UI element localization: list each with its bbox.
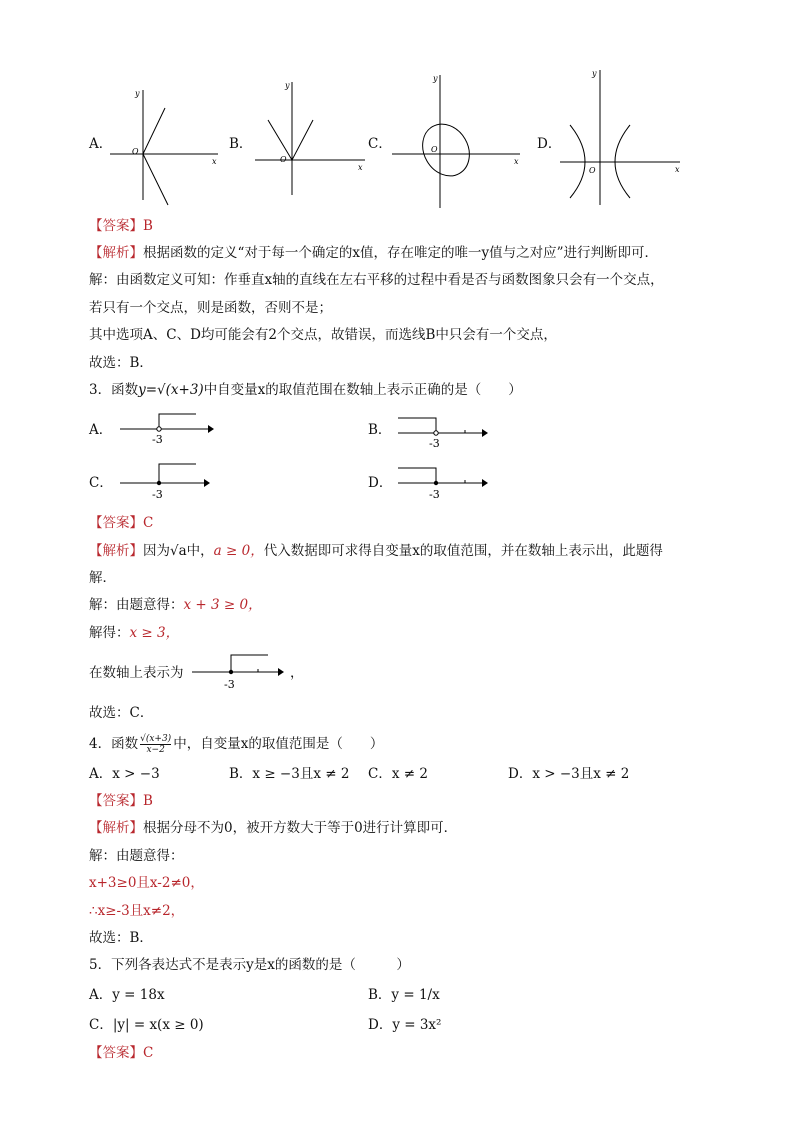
q3-analysis-condition: a ≥ 0， [213,543,264,559]
graph-b-origin: O [280,155,287,164]
q3-option-d-label: D． [368,475,393,491]
q5-answer [89,1043,153,1063]
graph-c-origin: O [431,145,438,154]
analysis-text: 根据函数的定义“对于每一个确定的x值，存在唯定的唯一y值与之对应”进行判断即可． [143,245,659,261]
graph-d-y-label: y [592,70,597,78]
graph-a [110,89,218,205]
q5-option-c: C．|y| = x(x ≥ 0) [89,1017,204,1033]
q2-analysis [89,243,658,263]
graph-a-y-label: y [135,89,140,98]
graph-option-a-label: A． [89,136,113,152]
q3-function: y=√(x+3) [138,382,204,398]
number-line-d [398,468,488,501]
q3-solution-4: 故选：C． [89,705,154,721]
q3-option-c-label: C． [89,475,113,491]
q3-solution-1 [89,595,262,615]
q3-analysis-cont: 解． [89,570,116,586]
analysis-tag: 【解析】 [89,820,143,836]
q3-solution-2-expr: x ≥ 3， [129,625,180,641]
number-line-d-tick: -3 [429,488,440,501]
q3-stem-prefix: 3．函数 [89,382,139,398]
number-line-a-tick: -3 [152,433,163,446]
graph-c [392,74,520,208]
answer-value: B [143,793,153,809]
q2-solution-1: 解：由函数定义可知：作垂直x轴的直线在左右平移的过程中看是否与函数图象只会有一个交点， [89,272,664,288]
q3-option-a-label: A． [89,422,113,438]
q5-option-d: D．y = 3x² [368,1017,442,1033]
graph-c-x-label: x [514,157,519,166]
q3-option-b-label: B． [368,422,392,438]
function-graphs [0,70,794,210]
graph-d-x-label: x [675,165,680,174]
q4-solution-4: 故选：B． [89,930,153,946]
answer-tag: 【答案】 [89,1045,143,1061]
analysis-tag: 【解析】 [89,245,143,261]
number-line-b [398,418,488,450]
analysis-text: 根据分母不为0，被开方数大于等于0进行计算即可． [143,820,458,836]
q3-solution-tick: -3 [224,678,235,691]
q3-stem-suffix: 中自变量x的取值范围在数轴上表示正确的是（ ） [203,382,522,398]
analysis-tag: 【解析】 [89,543,143,559]
q4-option-d: D．x > −3且x ≠ 2 [508,766,630,782]
answer-value: B [143,218,153,234]
number-line-c [120,464,210,501]
answer-value: C [143,515,154,531]
answer-tag: 【答案】 [89,218,143,234]
graph-option-d-label: D． [537,136,562,152]
graph-a-x-label: x [212,157,217,166]
graph-d-origin: O [589,166,596,175]
graph-b [255,81,365,195]
q3-solution-2 [89,623,179,643]
answer-value: C [143,1045,154,1061]
q4-solution-3: ∴x≥-3且x≠2， [89,903,185,919]
q3-solution-3-comma: ， [290,665,304,681]
q3-solution-3-text: 在数轴上表示为 [89,665,184,681]
graph-d [560,70,680,205]
answer-tag: 【答案】 [89,515,143,531]
q3-analysis [89,541,663,561]
q4-solution-2: x+3≥0且x-2≠0， [89,875,204,891]
q4-function [140,734,171,755]
q4-stem-prefix: 4．函数 [89,736,139,752]
q5-option-a: A．y = 18x [89,987,165,1003]
number-line-a [120,414,214,446]
graph-a-origin: O [132,147,139,156]
q4-function-numerator: √(x+3) [140,734,172,744]
graph-option-c-label: C． [368,136,392,152]
q5-stem: 5．下列各表达式不是表示y是x的函数的是（ ） [89,957,410,973]
q4-stem-suffix: 中，自变量x的取值范围是（ ） [173,736,384,752]
q3-number-lines [0,405,794,505]
q4-analysis [89,818,457,838]
q3-solution-3 [89,663,184,683]
q2-solution-3: 其中选项A、C、D均可能会有2个交点，故错误，而选线B中只会有一个交点， [89,327,557,343]
q3-solution-number-line [190,648,300,696]
q4-option-c: C．x ≠ 2 [368,766,428,782]
q4-stem [89,734,383,755]
graph-option-b-label: B． [229,136,253,152]
graph-b-y-label: y [285,81,290,90]
q4-option-b: B．x ≥ −3且x ≠ 2 [229,766,350,782]
graph-b-x-label: x [358,163,363,172]
graph-c-y-label: y [433,74,438,83]
q2-solution-2: 若只有一个交点，则是函数，否则不是； [89,300,332,316]
q3-solution-1-text: 解：由题意得： [89,597,184,613]
q4-option-a: A．x > −3 [89,766,160,782]
q5-option-b: B．y = 1/x [368,987,440,1003]
number-line-c-tick: -3 [152,488,163,501]
q4-solution-1: 解：由题意得： [89,848,184,864]
q3-analysis-part-2: 代入数据即可求得自变量x的取值范围，并在数轴上表示出，此题得 [263,543,663,559]
q3-analysis-part-1: 因为√a中， [143,543,214,559]
q2-solution-4: 故选：B． [89,355,153,371]
number-line-b-tick: -3 [429,437,440,450]
q3-solution-1-expr: x + 3 ≥ 0， [183,597,262,613]
q3-answer [89,513,153,533]
q3-stem [89,380,522,400]
q2-answer [89,216,153,236]
q4-function-denominator: x−2 [146,745,165,755]
q4-answer [89,791,153,811]
q3-solution-2-text: 解得： [89,625,130,641]
answer-tag: 【答案】 [89,793,143,809]
